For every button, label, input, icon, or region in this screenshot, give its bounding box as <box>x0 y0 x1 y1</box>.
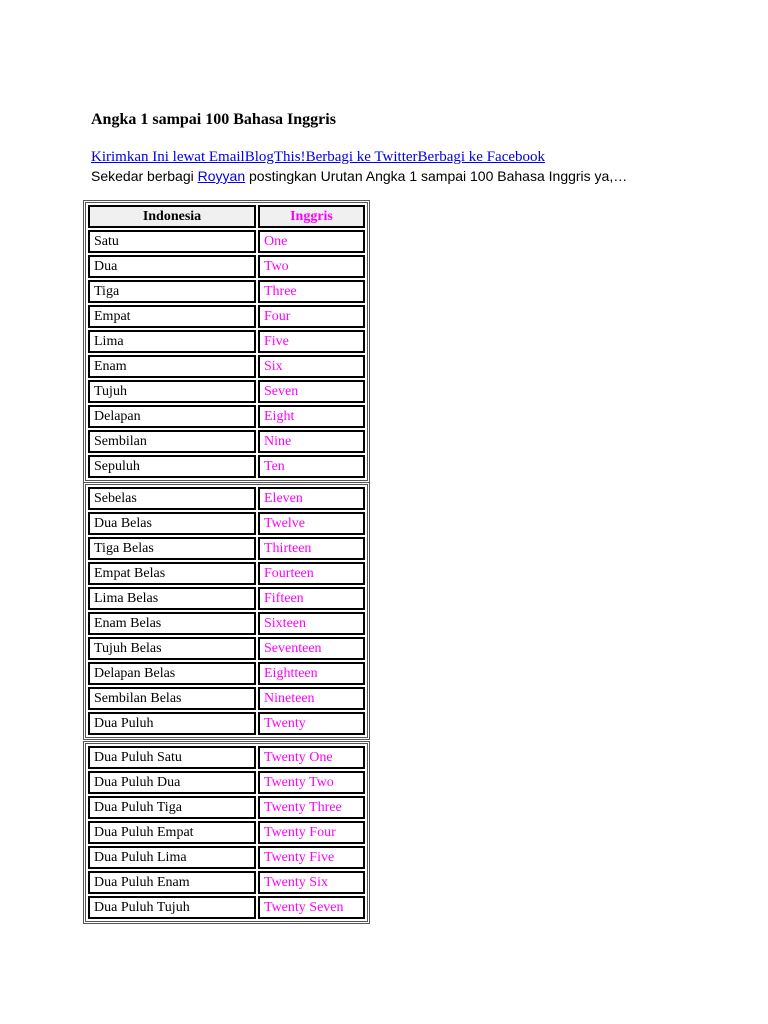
indonesian-number-cell: Tiga <box>88 280 256 303</box>
table-row <box>88 771 365 794</box>
numbers-table-1-10 <box>83 200 370 483</box>
indonesian-number-cell: Dua <box>88 255 256 278</box>
indonesian-number-cell: Lima Belas <box>88 587 256 610</box>
english-number-cell: Eight <box>258 405 365 428</box>
table-row <box>88 255 365 278</box>
indonesian-number-cell: Dua Puluh Satu <box>88 746 256 769</box>
english-number-cell: Twenty Seven <box>258 896 365 919</box>
indonesian-number-cell: Dua Belas <box>88 512 256 535</box>
table-row <box>88 637 365 660</box>
table-row <box>88 796 365 819</box>
table-row <box>88 896 365 919</box>
english-number-cell: Twelve <box>258 512 365 535</box>
share-twitter-link[interactable]: Berbagi ke Twitter <box>305 149 418 165</box>
indonesian-number-cell: Dua Puluh Enam <box>88 871 256 894</box>
share-blogthis-link[interactable]: BlogThis! <box>244 149 306 165</box>
indonesian-number-cell: Enam <box>88 355 256 378</box>
intro-prefix: Sekedar berbagi <box>91 168 198 184</box>
table-row <box>88 512 365 535</box>
share-facebook-link[interactable]: Berbagi ke Facebook <box>417 149 546 165</box>
indonesian-number-cell: Dua Puluh Empat <box>88 821 256 844</box>
table-row <box>88 430 365 453</box>
indonesian-number-cell: Sembilan <box>88 430 256 453</box>
table-row <box>88 305 365 328</box>
english-number-cell: Sixteen <box>258 612 365 635</box>
indonesian-number-cell: Dua Puluh Tiga <box>88 796 256 819</box>
table-row <box>88 687 365 710</box>
english-number-cell: Twenty Three <box>258 796 365 819</box>
table-row <box>88 587 365 610</box>
indonesian-number-cell: Tiga Belas <box>88 537 256 560</box>
table-row <box>88 537 365 560</box>
english-number-cell: Five <box>258 330 365 353</box>
intro-suffix: postingkan Urutan Angka 1 sampai 100 Bahasa Inggris ya,… <box>245 168 628 184</box>
table-row <box>88 487 365 510</box>
table-row <box>88 846 365 869</box>
table-row <box>88 230 365 253</box>
indonesian-number-cell: Sembilan Belas <box>88 687 256 710</box>
english-number-cell: Seven <box>258 380 365 403</box>
table-row <box>88 405 365 428</box>
table-row <box>88 871 365 894</box>
indonesian-number-cell: Sepuluh <box>88 455 256 478</box>
intro-paragraph <box>91 168 627 184</box>
indonesian-number-cell: Satu <box>88 230 256 253</box>
english-number-cell: Ten <box>258 455 365 478</box>
indonesian-number-cell: Sebelas <box>88 487 256 510</box>
english-number-cell: Eleven <box>258 487 365 510</box>
english-number-cell: Fourteen <box>258 562 365 585</box>
table-row <box>88 821 365 844</box>
english-number-cell: Nine <box>258 430 365 453</box>
table-row <box>88 662 365 685</box>
column-header-indonesia: Indonesia <box>88 205 256 228</box>
share-links <box>91 149 545 166</box>
share-email-link[interactable]: Kirimkan Ini lewat Email <box>91 149 245 165</box>
indonesian-number-cell: Dua Puluh Lima <box>88 846 256 869</box>
table-row <box>88 562 365 585</box>
english-number-cell: Twenty <box>258 712 365 735</box>
english-number-cell: Twenty Five <box>258 846 365 869</box>
indonesian-number-cell: Dua Puluh Dua <box>88 771 256 794</box>
table-header-row <box>88 205 365 228</box>
english-number-cell: Twenty Two <box>258 771 365 794</box>
english-number-cell: Two <box>258 255 365 278</box>
indonesian-number-cell: Dua Puluh Tujuh <box>88 896 256 919</box>
indonesian-number-cell: Delapan <box>88 405 256 428</box>
column-header-inggris: Inggris <box>258 205 365 228</box>
english-number-cell: Thirteen <box>258 537 365 560</box>
indonesian-number-cell: Empat <box>88 305 256 328</box>
english-number-cell: Six <box>258 355 365 378</box>
indonesian-number-cell: Enam Belas <box>88 612 256 635</box>
english-number-cell: Eightteen <box>258 662 365 685</box>
numbers-table-11-20 <box>83 482 370 740</box>
english-number-cell: One <box>258 230 365 253</box>
author-link[interactable]: Royyan <box>197 168 246 184</box>
indonesian-number-cell: Lima <box>88 330 256 353</box>
table-row <box>88 280 365 303</box>
numbers-table-21-27 <box>83 741 370 924</box>
table-row <box>88 380 365 403</box>
indonesian-number-cell: Tujuh <box>88 380 256 403</box>
table-row <box>88 612 365 635</box>
page-title: Angka 1 sampai 100 Bahasa Inggris <box>91 111 336 128</box>
table-row <box>88 330 365 353</box>
indonesian-number-cell: Delapan Belas <box>88 662 256 685</box>
indonesian-number-cell: Dua Puluh <box>88 712 256 735</box>
english-number-cell: Three <box>258 280 365 303</box>
english-number-cell: Fifteen <box>258 587 365 610</box>
indonesian-number-cell: Empat Belas <box>88 562 256 585</box>
table-row <box>88 746 365 769</box>
english-number-cell: Twenty Six <box>258 871 365 894</box>
english-number-cell: Twenty Four <box>258 821 365 844</box>
table-row <box>88 455 365 478</box>
english-number-cell: Four <box>258 305 365 328</box>
indonesian-number-cell: Tujuh Belas <box>88 637 256 660</box>
english-number-cell: Twenty One <box>258 746 365 769</box>
english-number-cell: Nineteen <box>258 687 365 710</box>
table-row <box>88 355 365 378</box>
english-number-cell: Seventeen <box>258 637 365 660</box>
table-row <box>88 712 365 735</box>
